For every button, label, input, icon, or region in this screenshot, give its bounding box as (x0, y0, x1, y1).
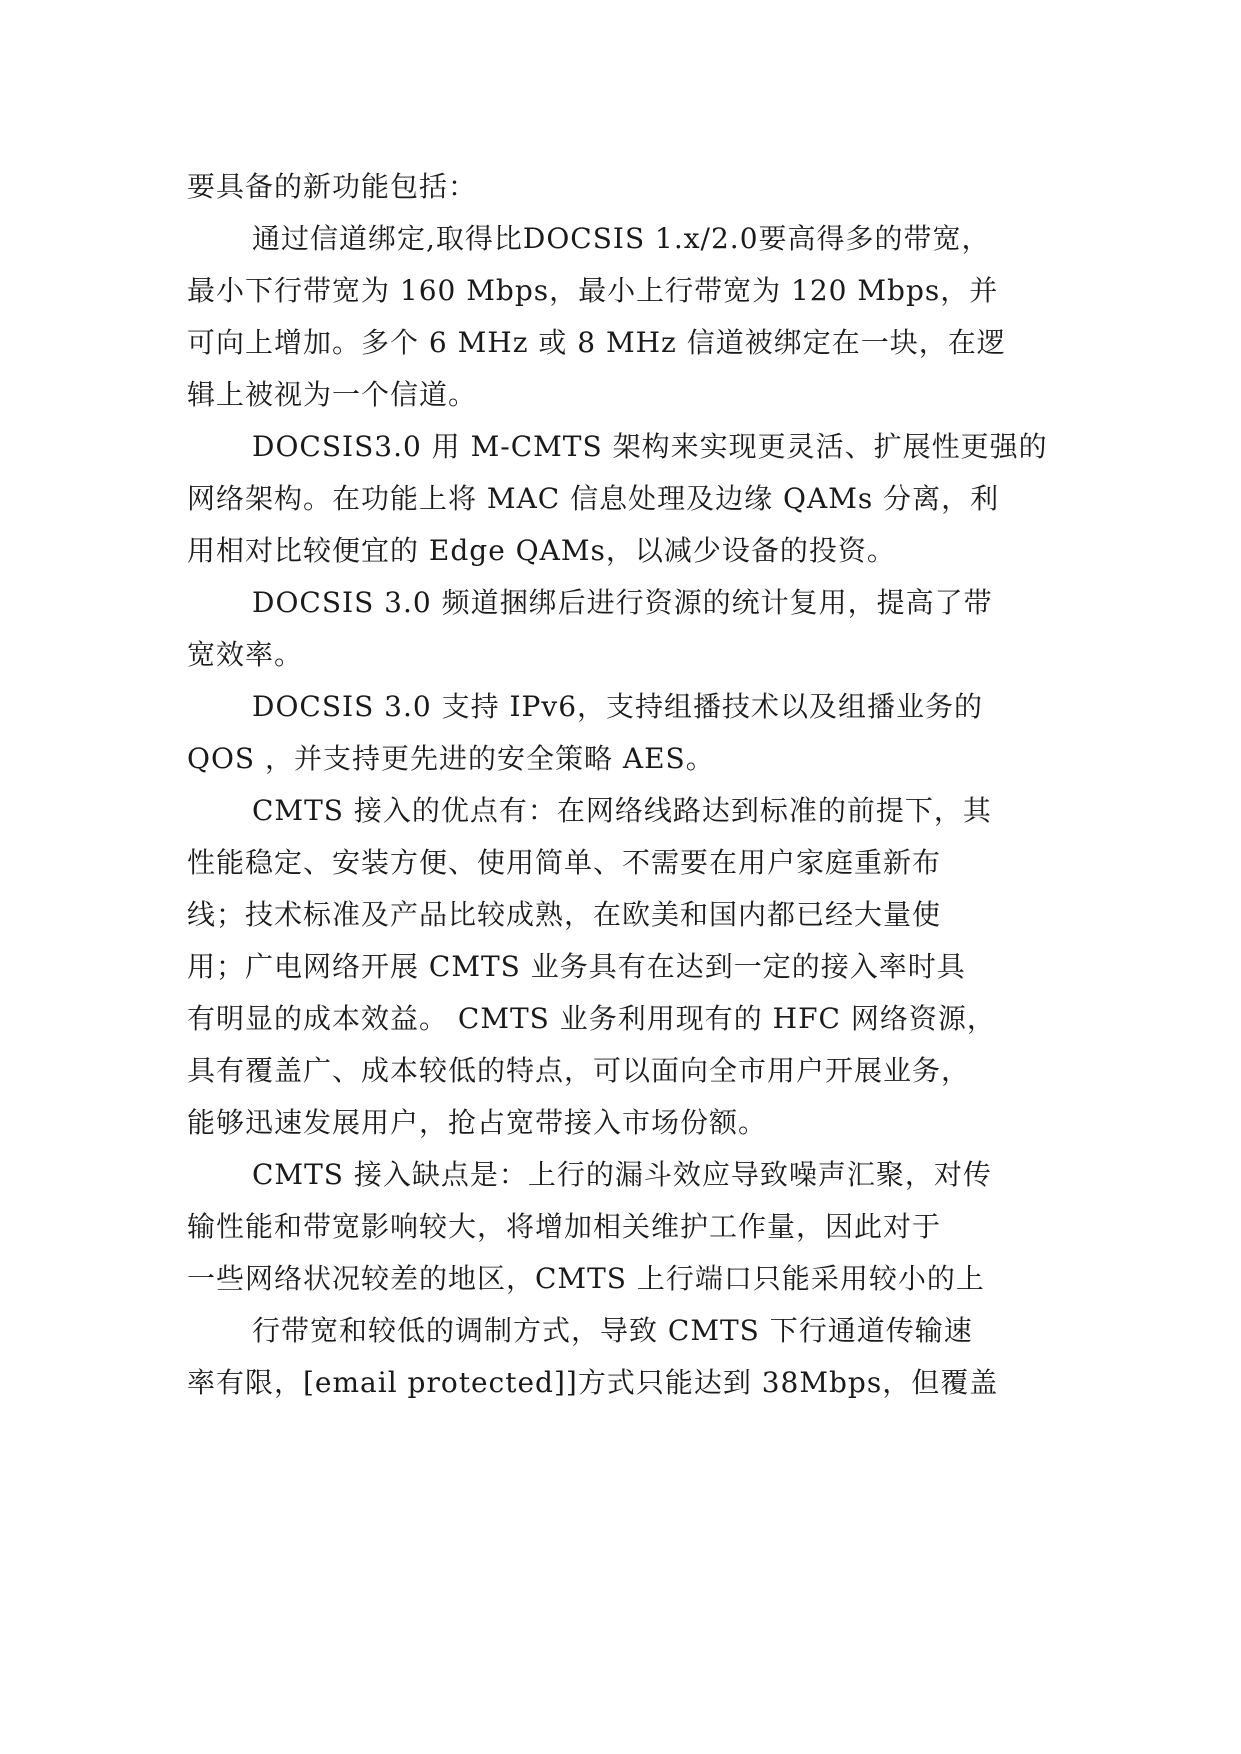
text-line: CMTS 接入的优点有：在网络线路达到标准的前提下，其 (252, 794, 992, 827)
text-line: 性能稳定、安装方便、使用简单、不需要在用户家庭重新布 (187, 846, 942, 879)
text-line: DOCSIS3.0 用 M-CMTS 架构来实现更灵活、扩展性更强的 (252, 430, 1048, 463)
text-line: CMTS 接入缺点是：上行的漏斗效应导致噪声汇聚，对传 (252, 1158, 992, 1191)
text-line: 最小下行带宽为 160 Mbps，最小上行带宽为 120 Mbps，并 (187, 274, 999, 307)
text-line: 行带宽和较低的调制方式，导致 CMTS 下行通道传输速 (252, 1314, 973, 1347)
text-line: 用；广电网络开展 CMTS 业务具有在达到一定的接入率时具 (187, 950, 966, 983)
text-line: 线；技术标准及产品比较成熟，在欧美和国内都已经大量使 (187, 898, 942, 931)
text-line: 辑上被视为一个信道。 (187, 378, 478, 411)
text-line: 网络架构。在功能上将 MAC 信息处理及边缘 QAMs 分离，利 (187, 482, 1000, 515)
text-line: 率有限，[email protected]]方式只能达到 38Mbps，但覆盖 (187, 1366, 999, 1399)
text-line: QOS ，并支持更先进的安全策略 AES。 (187, 742, 715, 775)
text-line: 宽效率。 (187, 638, 304, 671)
text-line: 可向上增加。多个 6 MHz 或 8 MHz 信道被绑定在一块，在逻 (187, 326, 1006, 359)
text-line: 通过信道绑定,取得比DOCSIS 1.x/2.0要高得多的带宽， (252, 222, 991, 255)
text-line: 具有覆盖广、成本较低的特点，可以面向全市用户开展业务， (187, 1054, 971, 1087)
text-line: 输性能和带宽影响较大，将增加相关维护工作量，因此对于 (187, 1210, 942, 1243)
text-line: 能够迅速发展用户，抢占宽带接入市场份额。 (187, 1106, 768, 1139)
text-line: DOCSIS 3.0 支持 IPv6，支持组播技术以及组播业务的 (252, 690, 984, 723)
text-line: 要具备的新功能包括： (187, 170, 478, 203)
text-line: DOCSIS 3.0 频道捆绑后进行资源的统计复用，提高了带 (252, 586, 993, 619)
text-line: 一些网络状况较差的地区，CMTS 上行端口只能采用较小的上 (187, 1262, 985, 1295)
text-line: 用相对比较便宜的 Edge QAMs，以减少设备的投资。 (187, 534, 896, 567)
text-line: 有明显的成本效益。 CMTS 业务利用现有的 HFC 网络资源， (187, 1002, 996, 1035)
